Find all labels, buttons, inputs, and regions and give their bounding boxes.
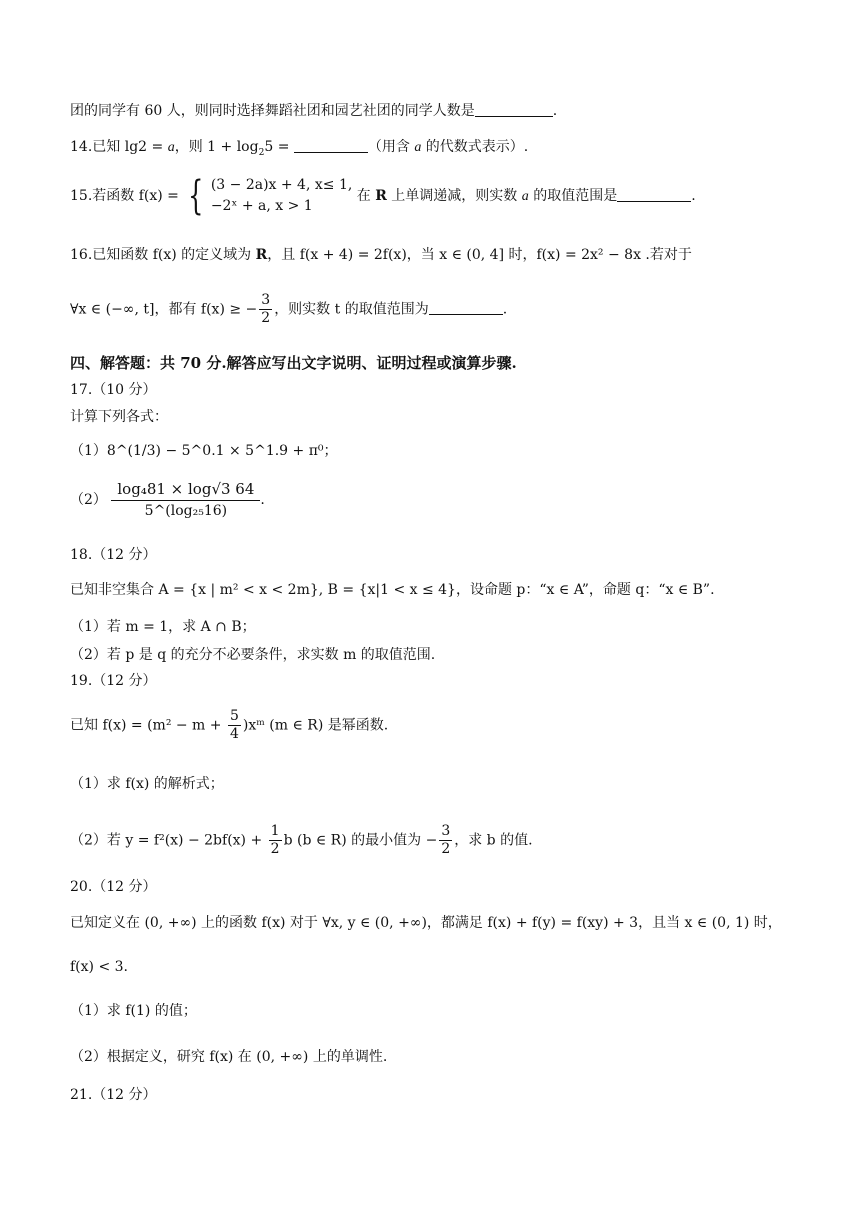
q13-tail-line [70, 102, 557, 118]
q20-head [70, 880, 157, 894]
q16-frac-den: 2 [261, 309, 271, 326]
q16-line1-text: 16.已知函数 f(x) 的定义域为 [70, 247, 256, 263]
q19-p2-frac2-num: 3 [441, 823, 451, 839]
q17-p2-end: . [260, 492, 265, 508]
q19-p2-frac1-num: 1 [270, 823, 280, 839]
q18-head [70, 548, 157, 562]
q18-head-text: 18.（12 分） [70, 547, 157, 563]
q20-part2 [70, 1050, 387, 1064]
q19-p2-fraction2 [439, 823, 452, 858]
q15-real-set: R [375, 188, 387, 204]
q20-p2-text: （2）根据定义，研究 f(x) 在 (0, +∞) 上的单调性. [70, 1049, 388, 1065]
section4-title: 四、解答题：共 70 分.解答应写出文字说明、证明过程或演算步骤. [70, 354, 517, 372]
q17-head [70, 383, 157, 397]
q13-answer-blank [475, 102, 553, 117]
q19-stmt-a: 已知 f(x) = (m² − m + [70, 717, 226, 734]
q19-frac-den: 4 [229, 725, 239, 742]
q20-stmt1-text: 已知定义在 (0, +∞) 上的函数 f(x) 对于 ∀x, y ∈ (0, +∞)，都满足 f(x) + f(y) = f(xy) + 3，且当 x ∈ (0, 1) 时， [70, 915, 782, 931]
q18-stmt-text: 已知非空集合 A = {x | m² < x < 2m}, B = {x|1 < x ≤ 4}，设命题 p：“x ∈ A”，命题 q：“x ∈ B”. [70, 582, 715, 598]
q19-frac-num: 5 [229, 708, 239, 724]
q15-case2: −2ˣ + a, x > 1 [210, 198, 313, 214]
q16-frac-num: 3 [261, 292, 271, 308]
q20-stmt1 [70, 916, 782, 930]
q17-head-text: 17.（10 分） [70, 382, 157, 398]
q19-stmt [70, 708, 388, 743]
q17-intro-text: 计算下列各式： [70, 409, 168, 425]
q18-stmt [70, 583, 715, 597]
q19-stmt-b: )xᵐ (m ∈ R) 是幂函数. [242, 717, 389, 734]
q17-intro [70, 410, 168, 424]
q16-fraction [259, 292, 272, 327]
q13-tail-text: 团的同学有 60 人，则同时选择舞蹈社团和园艺社团的同学人数是 [70, 103, 475, 119]
q19-part1 [70, 777, 224, 791]
q19-p2-b: b (b ∈ R) 的最小值为 − [283, 832, 438, 849]
q17-p1-label: （1） [70, 443, 107, 459]
q14-log-base: 2 [258, 147, 265, 158]
q15-answer-blank [617, 187, 691, 202]
q16-line2b-text: ，则实数 t 的取值范围为 [274, 301, 429, 318]
q14-mid2: 5 = [264, 139, 294, 155]
q18-p1-text: （1）若 m = 1，求 A ∩ B； [70, 619, 256, 635]
q16-line1 [70, 248, 692, 262]
q14-hint2: 的代数式表示）. [421, 139, 529, 155]
q20-stmt2 [70, 960, 128, 974]
q15-case1: (3 − 2a)x + 4, x≤ 1, [210, 177, 353, 193]
q19-part2 [70, 823, 533, 858]
q14-prefix: 14.已知 lg2 = [70, 139, 168, 155]
q16-line2 [70, 292, 507, 327]
q17-part1 [70, 444, 338, 458]
q19-p1-text: （1）求 f(x) 的解析式； [70, 776, 224, 792]
q17-p2-denominator: 5^(log₂₅16) [144, 503, 228, 519]
q18-part2 [70, 648, 435, 662]
q14-hint: （用含 [367, 139, 415, 155]
q13-end: . [552, 103, 558, 119]
q21-head-text: 21.（12 分） [70, 1087, 157, 1103]
q20-stmt2-text: f(x) < 3. [70, 959, 128, 975]
section4-heading [70, 356, 517, 371]
q16-line2a-text: ∀x ∈ (−∞, t]，都有 f(x) ≥ − [70, 301, 258, 318]
q15-piecewise [183, 175, 352, 217]
q17-p2-label: （2） [70, 492, 107, 508]
q19-head [70, 674, 157, 688]
q18-part1 [70, 620, 256, 634]
q16-answer-blank [429, 300, 503, 315]
q21-head [70, 1088, 157, 1102]
q15-suffix2: 上单调递减，则实数 [386, 188, 522, 204]
q19-fraction [228, 708, 241, 743]
q19-p2-fraction1 [269, 823, 282, 858]
q19-p2-frac2-den: 2 [441, 840, 451, 857]
q18-p2-text: （2）若 p 是 q 的充分不必要条件，求实数 m 的取值范围. [70, 647, 436, 663]
q15-end: . [691, 188, 696, 204]
q17-part2 [70, 482, 265, 518]
q14-answer-blank [294, 138, 368, 153]
q15-var-a: a [521, 189, 529, 204]
q15-left-brace: { [188, 173, 204, 219]
q19-p2-frac1-den: 2 [270, 840, 280, 857]
q20-head-text: 20.（12 分） [70, 879, 157, 895]
q16-real-set: R [255, 247, 268, 263]
q17-p2-numerator: log₄81 × log√3 64 [111, 482, 260, 501]
q17-p2-fraction [111, 482, 260, 518]
q14-var-a: a [167, 140, 175, 155]
q15-prefix: 15.若函数 f(x) = [70, 188, 184, 204]
q16-end: . [502, 301, 508, 318]
q15-suffix: 在 [356, 188, 376, 204]
q14-mid: ，则 1 + log [174, 139, 259, 155]
q19-head-text: 19.（12 分） [70, 673, 157, 689]
q20-p1-text: （1）求 f(1) 的值； [70, 1003, 197, 1019]
q14-hint-var: a [414, 140, 422, 155]
q15-suffix3: 的取值范围是 [528, 188, 618, 204]
q17-p1-expr: 8^(1/3) − 5^0.1 × 5^1.9 + π⁰； [106, 443, 338, 459]
q15-line [70, 175, 696, 217]
q19-p2-c: ，求 b 的值. [454, 832, 533, 849]
q20-part1 [70, 1004, 197, 1018]
q16-line1b-text: ，且 f(x + 4) = 2f(x)，当 x ∈ (0, 4] 时，f(x) = 2x² − 8x .若对于 [267, 247, 692, 263]
q14-line [70, 138, 528, 158]
q19-p2-a: （2）若 y = f²(x) − 2bf(x) + [70, 832, 267, 849]
